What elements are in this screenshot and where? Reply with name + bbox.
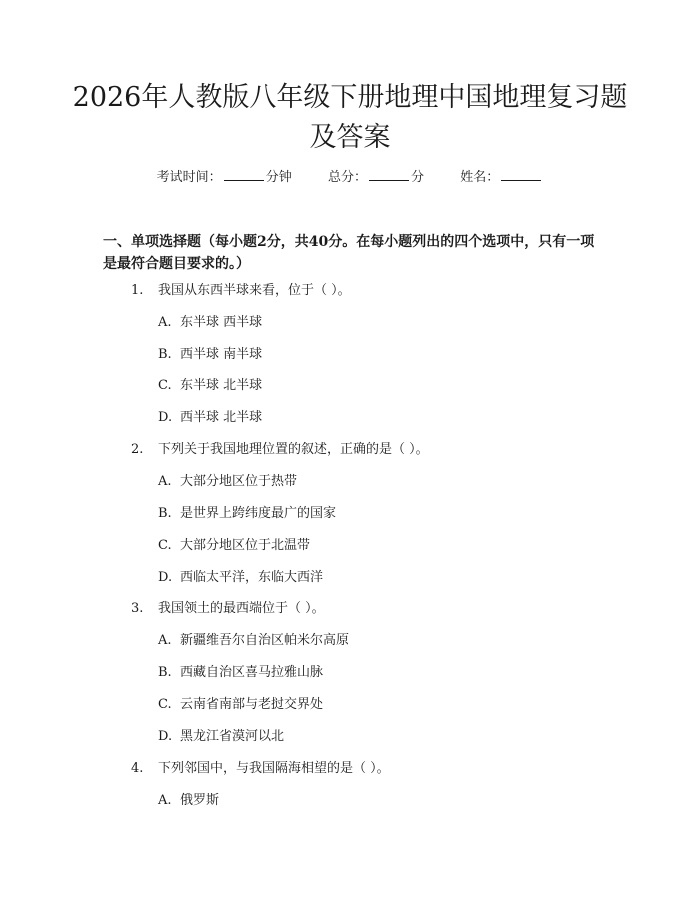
option-letter: A.: [158, 474, 172, 489]
option-1a[interactable]: [158, 313, 262, 333]
option-letter: D.: [158, 570, 173, 585]
option-3d[interactable]: [158, 727, 284, 747]
option-letter: C.: [158, 697, 172, 712]
option-text: 俄罗斯: [180, 793, 220, 808]
option-text: 西临太平洋，东临大西洋: [180, 570, 324, 585]
option-1c[interactable]: [158, 376, 262, 396]
option-letter: D.: [158, 729, 173, 744]
question-number: 3.: [131, 601, 144, 616]
score-unit: 分: [411, 170, 425, 185]
option-letter: A.: [158, 633, 172, 648]
option-letter: B.: [158, 506, 172, 521]
option-text: 西半球 南半球: [180, 347, 263, 362]
option-text: 云南省南部与老挝交界处: [180, 697, 324, 712]
question-number: 4.: [131, 761, 144, 776]
question-1: [131, 281, 351, 301]
section-heading: 一、单项选择题（每小题2分，共40分。在每小题列出的四个选项中，只有一项是最符合题目要求的。）: [103, 234, 595, 272]
option-1d[interactable]: [158, 408, 262, 428]
option-3b[interactable]: [158, 663, 323, 683]
option-4a[interactable]: [158, 791, 219, 811]
option-2b[interactable]: [158, 504, 336, 524]
option-2a[interactable]: [158, 472, 297, 492]
question-number: 2.: [131, 442, 144, 457]
option-text: 黑龙江省漠河以北: [180, 729, 285, 744]
option-text: 大部分地区位于北温带: [180, 538, 311, 553]
option-1b[interactable]: [158, 345, 262, 365]
option-letter: A.: [158, 793, 172, 808]
option-letter: B.: [158, 347, 172, 362]
option-letter: D.: [158, 410, 173, 425]
score-blank[interactable]: [369, 168, 409, 181]
option-text: 东半球 北半球: [180, 378, 263, 393]
exam-info-line: [0, 168, 700, 188]
score-label: 总分：: [327, 170, 367, 185]
option-letter: A.: [158, 315, 172, 330]
option-text: 西半球 北半球: [180, 410, 263, 425]
time-blank[interactable]: [224, 168, 264, 181]
option-text: 西藏自治区喜马拉雅山脉: [180, 665, 324, 680]
option-letter: C.: [158, 378, 172, 393]
option-text: 大部分地区位于热带: [180, 474, 298, 489]
question-text: 我国领土的最西端位于（ ）。: [158, 601, 325, 616]
option-3c[interactable]: [158, 695, 323, 715]
question-3: [131, 599, 325, 619]
option-3a[interactable]: [158, 631, 349, 651]
question-2: [131, 440, 429, 460]
time-unit: 分钟: [265, 170, 292, 185]
option-text: 新疆维吾尔自治区帕米尔高原: [180, 633, 350, 648]
time-label: 考试时间：: [156, 170, 222, 185]
question-text: 下列邻国中，与我国隔海相望的是（ ）。: [158, 761, 390, 776]
name-blank[interactable]: [501, 168, 541, 181]
option-2d[interactable]: [158, 568, 323, 588]
option-text: 是世界上跨纬度最广的国家: [180, 506, 337, 521]
option-letter: C.: [158, 538, 172, 553]
page-title: 2026年人教版八年级下册地理中国地理复习题及答案: [72, 82, 628, 153]
question-text: 下列关于我国地理位置的叙述，正确的是（ ）。: [158, 442, 429, 457]
option-letter: B.: [158, 665, 172, 680]
name-label: 姓名：: [460, 170, 500, 185]
question-number: 1.: [131, 283, 144, 298]
question-text: 我国从东西半球来看，位于（ ）。: [158, 283, 351, 298]
option-2c[interactable]: [158, 536, 310, 556]
question-4: [131, 759, 390, 779]
option-text: 东半球 西半球: [180, 315, 263, 330]
